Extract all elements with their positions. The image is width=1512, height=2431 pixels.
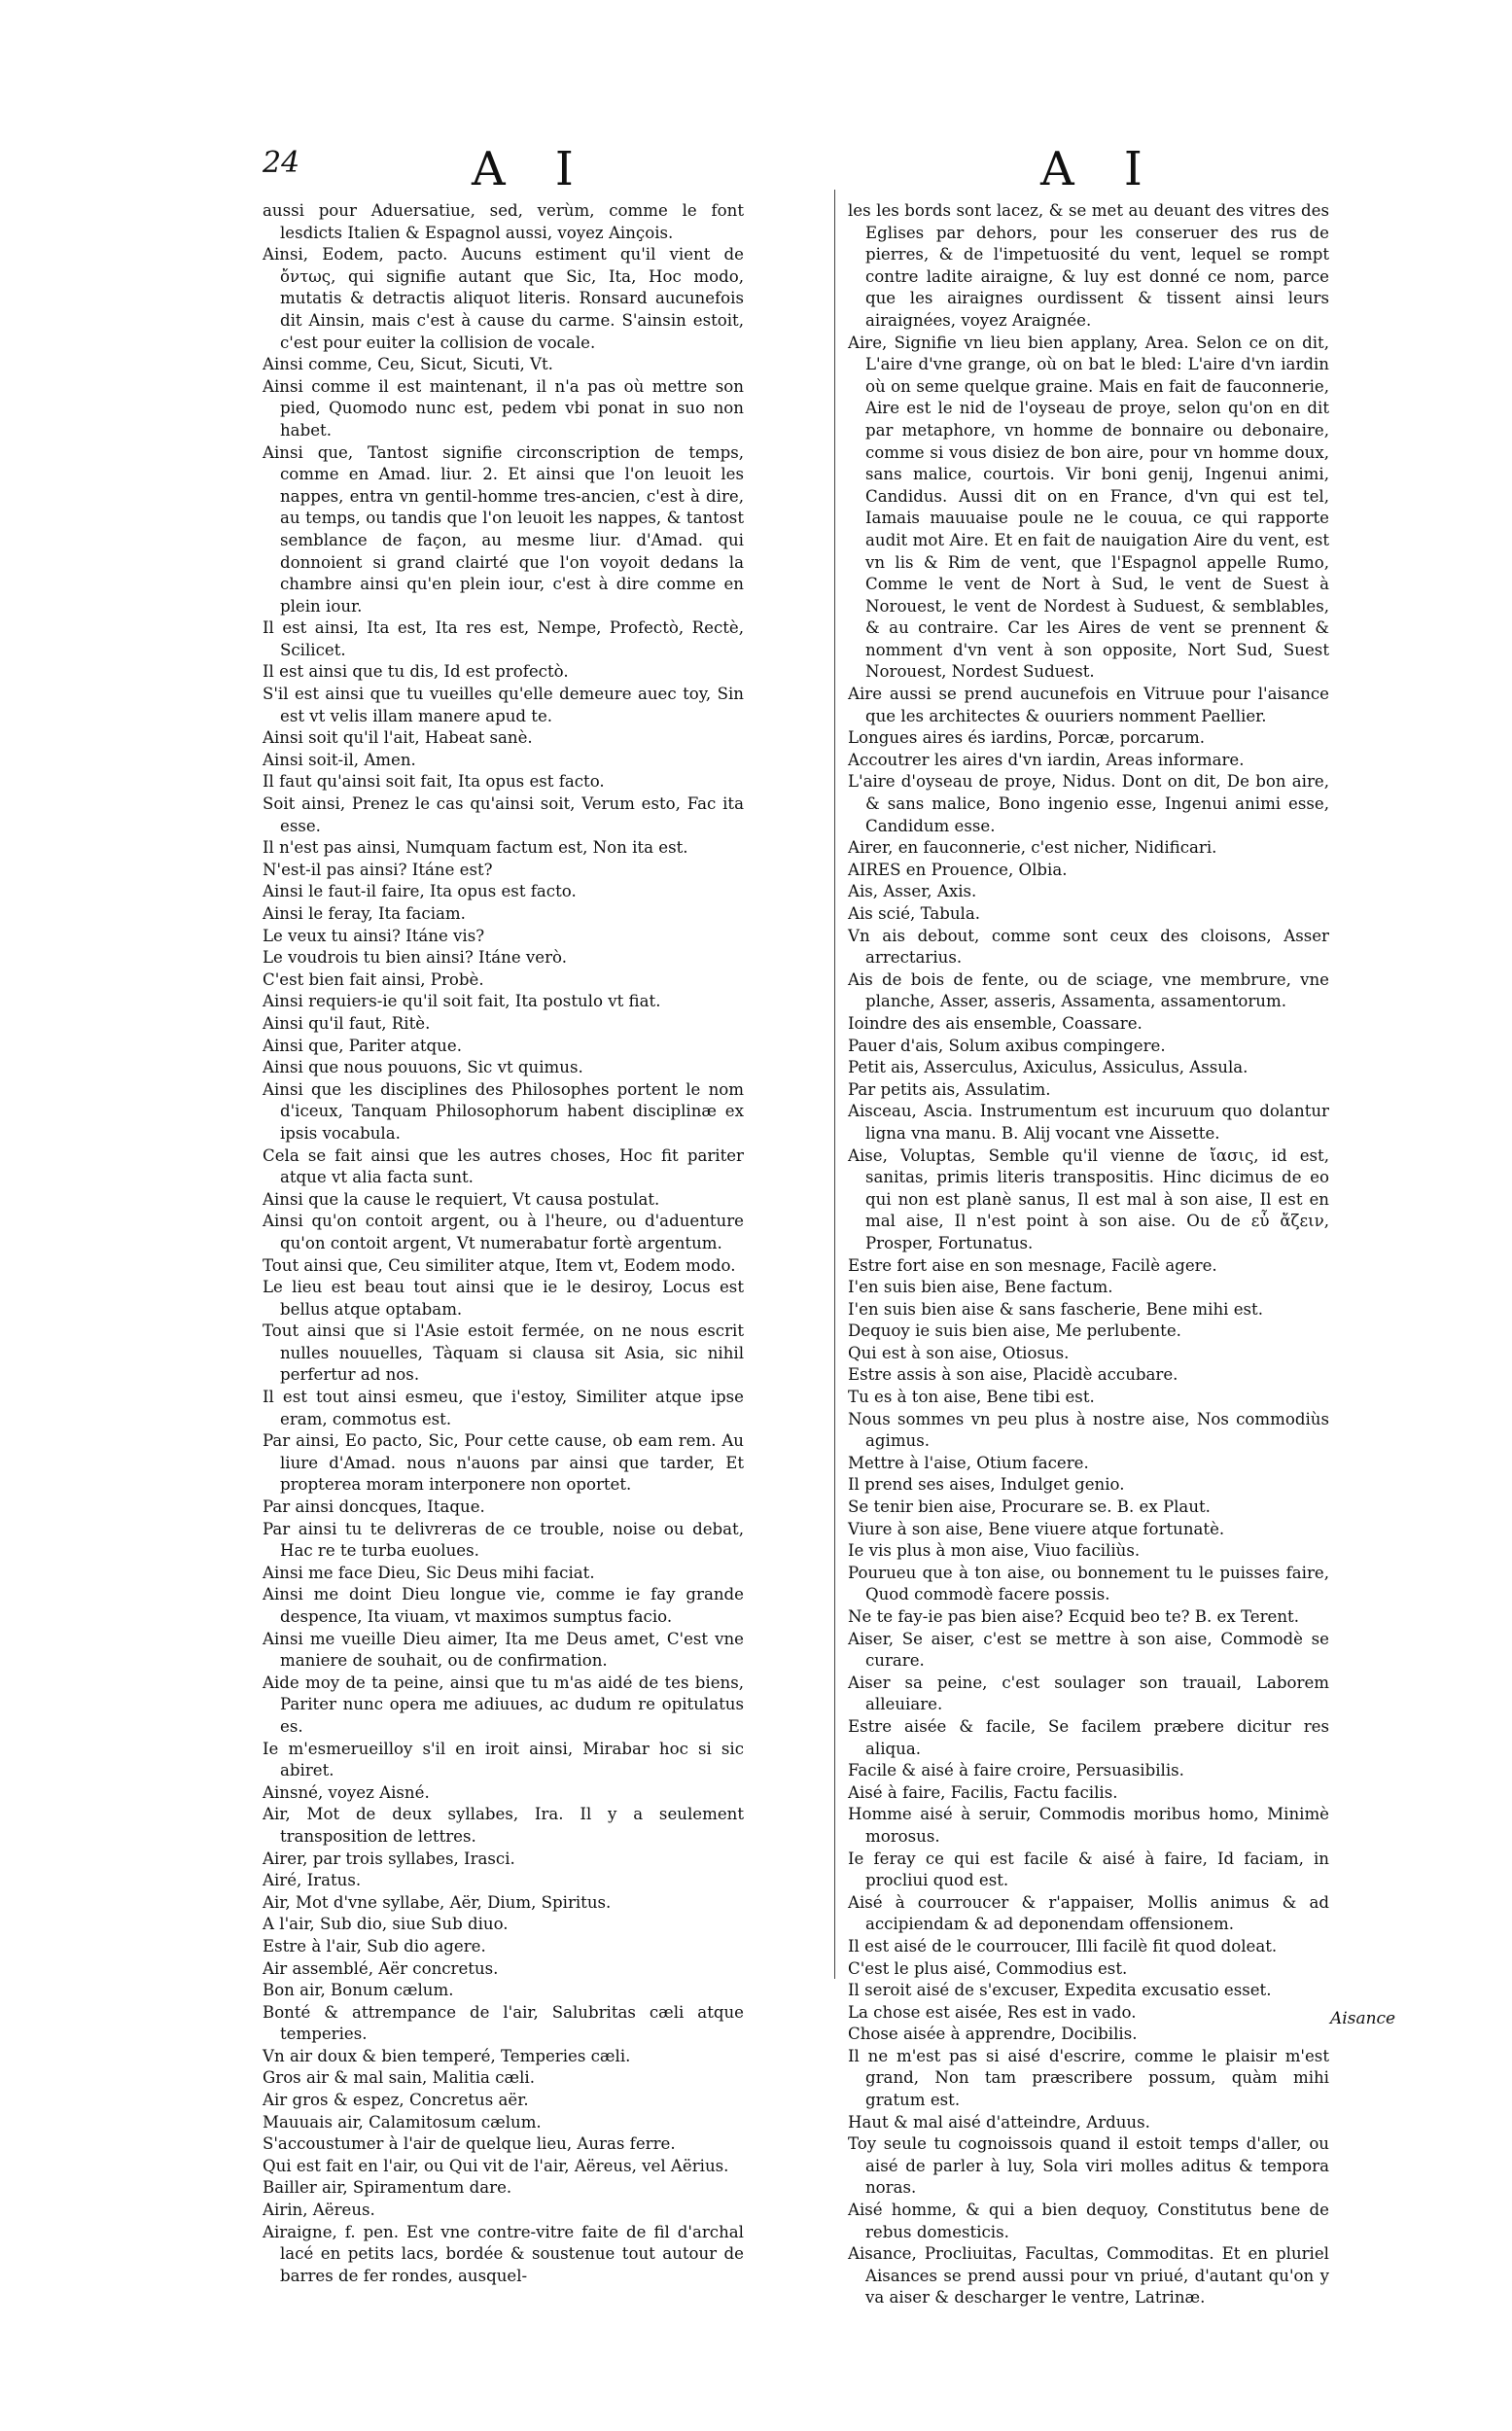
dictionary-entry: Airin, Aëreus.	[263, 2201, 375, 2220]
dictionary-entry: Ainsi que la cause le requiert, Vt causa postulat.	[263, 1189, 660, 1209]
dictionary-entry: La chose est aisée, Res est in vado.	[848, 2002, 1137, 2022]
dictionary-entry: Ioindre des ais ensemble, Coassare.	[848, 1013, 1143, 1033]
dictionary-entry: Il est aisé de le courroucer, Illi facilè fit quod doleat.	[848, 1936, 1278, 1955]
dictionary-entry: aussi pour Aduersatiue, sed, verùm, comme le font lesdicts Italien & Espagnol aussi, voyez Ainçois.	[263, 201, 744, 242]
dictionary-entry: Par petits ais, Assulatim.	[848, 1079, 1051, 1099]
dictionary-entry: Ainsné, voyez Aisné.	[263, 1782, 430, 1802]
dictionary-entry: Il faut qu'ainsi soit fait, Ita opus est facto.	[263, 772, 605, 792]
dictionary-entry: Petit ais, Asserculus, Axiculus, Assiculus, Assula.	[848, 1058, 1248, 1077]
running-head-left: A I	[472, 142, 591, 196]
dictionary-entry: Il est ainsi que tu dis, Id est profectò.	[263, 662, 569, 682]
dictionary-entry: Bon air, Bonum cælum.	[263, 1981, 454, 2000]
dictionary-entry: Ainsi soit-il, Amen.	[263, 750, 416, 769]
running-header	[263, 142, 1259, 204]
dictionary-entry: S'accoustumer à l'air de quelque lieu, Auras ferre.	[263, 2134, 676, 2154]
dictionary-entry: Gros air & mal sain, Malitia cæli.	[263, 2068, 536, 2088]
dictionary-entry: Ie m'esmerueilloy s'il en iroit ainsi, Mirabar hoc si sic abiret.	[263, 1739, 744, 1780]
dictionary-entry: Aisance, Procliuitas, Facultas, Commoditas. Et en pluriel Aisances se prend aussi pour vn priué, d'autant qu'on y va aiser & descharger le ventre, Latrinæ.	[848, 2244, 1329, 2308]
dictionary-entry: Le voudrois tu bien ainsi? Itáne verò.	[263, 948, 568, 968]
dictionary-entry: Ainsi que nous pouuons, Sic vt quimus.	[263, 1058, 583, 1077]
dictionary-entry: Dequoy ie suis bien aise, Me perlubente.	[848, 1321, 1181, 1341]
dictionary-entry: Pauer d'ais, Solum axibus compingere.	[848, 1036, 1166, 1055]
dictionary-entry: Ne te fay-ie pas bien aise? Ecquid beo te? B. ex Terent.	[848, 1607, 1299, 1626]
dictionary-entry: Accoutrer les aires d'vn iardin, Areas informare.	[848, 750, 1245, 769]
dictionary-entry: Ainsi qu'il faut, Ritè.	[263, 1013, 431, 1033]
dictionary-entry: Estre à l'air, Sub dio agere.	[263, 1936, 486, 1955]
dictionary-entry: Ainsi soit qu'il l'ait, Habeat sanè.	[263, 728, 533, 748]
dictionary-entry: Airaigne, f. pen. Est vne contre-vitre faite de fil d'archal lacé en petits lacs, bordée & soustenue tout autour de barres de fer rondes, ausquel-	[263, 2222, 744, 2285]
dictionary-entry: Ainsi comme, Ceu, Sicut, Sicuti, Vt.	[263, 355, 553, 374]
dictionary-entry: Mettre à l'aise, Otium facere.	[848, 1453, 1089, 1472]
dictionary-entry: Airer, en fauconnerie, c'est nicher, Nidificari.	[848, 838, 1217, 858]
dictionary-entry: Soit ainsi, Prenez le cas qu'ainsi soit, Verum esto, Fac ita esse.	[263, 794, 744, 835]
dictionary-entry: Il seroit aisé de s'excuser, Expedita excusatio esset.	[848, 1981, 1272, 2000]
dictionary-entry: Il est tout ainsi esmeu, que i'estoy, Similiter atque ipse eram, commotus est.	[263, 1388, 744, 1428]
dictionary-entry: I'en suis bien aise & sans fascherie, Bene mihi est.	[848, 1299, 1263, 1319]
dictionary-entry: Air gros & espez, Concretus aër.	[263, 2091, 529, 2110]
dictionary-entry: Ais scié, Tabula.	[848, 904, 981, 923]
dictionary-entry: Aisé à faire, Facilis, Factu facilis.	[848, 1782, 1118, 1802]
dictionary-entry: Il est ainsi, Ita est, Ita res est, Nempe, Profectò, Rectè, Scilicet.	[263, 618, 744, 659]
dictionary-entry: les les bords sont lacez, & se met au deuant des vitres des Eglises par dehors, pour les conseruer des rus de pierres, & de l'impetuosité du vent, lequel se rompt contre ladite airaigne, & luy est donné ce nom, parce que les airaignes ourdissent & tissent ainsi leurs airaignées, voyez Araignée.	[848, 201, 1329, 330]
dictionary-entry: Air assemblé, Aër concretus.	[263, 1958, 499, 1978]
dictionary-entry: C'est bien fait ainsi, Probè.	[263, 969, 484, 989]
dictionary-entry: Facile & aisé à faire croire, Persuasibilis.	[848, 1761, 1184, 1780]
dictionary-entry: Ainsi le feray, Ita faciam.	[263, 904, 466, 923]
dictionary-entry: Aisceau, Ascia. Instrumentum est incuruum quo dolantur ligna vna manu. B. Alij vocant vne Aissette.	[848, 1102, 1329, 1143]
dictionary-entry: Longues aires és iardins, Porcæ, porcarum.	[848, 728, 1205, 748]
running-head-right: A I	[1040, 142, 1160, 196]
dictionary-entry: Ainsi que les disciplines des Philosophes portent le nom d'iceux, Tanquam Philosophorum habent disciplinæ ex ipsis vocabula.	[263, 1079, 744, 1143]
dictionary-entry: Aiser sa peine, c'est soulager son trauail, Laborem alleuiare.	[848, 1673, 1329, 1714]
dictionary-entry: Ainsi, Eodem, pacto. Aucuns estiment qu'il vient de ὄντως, qui signifie autant que Sic, Ita, Hoc modo, mutatis & detractis aliquot literis. Ronsard aucunefois dit Ainsin, mais c'est à cause du carme. S'ainsin estoit, c'est pour euiter la collision de vocale.	[263, 245, 744, 352]
dictionary-entry: Le lieu est beau tout ainsi que ie le desiroy, Locus est bellus atque optabam.	[263, 1278, 744, 1319]
dictionary-entry: Ainsi que, Tantost signifie circonscription de temps, comme en Amad. liur. 2. Et ainsi que l'on leuoit les nappes, entra vn gentil-homme tres-ancien, c'est à dire, au temps, ou tandis que l'on leuoit les nappes, & tantost semblance de façon, au mesme liur. d'Amad. qui donnoient si grand clairté que l'on voyoit dedans la chambre ainsi qu'en plein iour, c'est à dire comme en plein iour.	[263, 442, 744, 616]
dictionary-entry: Aise, Voluptas, Semble qu'il vienne de ἴασις, id est, sanitas, primis literis transpositis. Hinc dicimus de eo qui non est planè sanus, Il est mal à son aise, Il est en mal aise, Il n'est point à son aise. Ou de εὖ ἄζειν, Prosper, Fortunatus.	[848, 1145, 1329, 1252]
dictionary-entry: Qui est fait en l'air, ou Qui vit de l'air, Aëreus, vel Aërius.	[263, 2156, 729, 2175]
dictionary-entry: Aisé homme, & qui a bien dequoy, Constitutus bene de rebus domesticis.	[848, 2201, 1329, 2241]
dictionary-entry: Mauuais air, Calamitosum cælum.	[263, 2112, 542, 2132]
dictionary-entry: Qui est à son aise, Otiosus.	[848, 1343, 1070, 1362]
dictionary-entry: Airé, Iratus.	[263, 1871, 362, 1890]
dictionary-entry: Haut & mal aisé d'atteindre, Arduus.	[848, 2112, 1150, 2132]
column-divider	[834, 190, 835, 1979]
dictionary-entry: Estre fort aise en son mesnage, Facilè agere.	[848, 1255, 1217, 1275]
dictionary-entry: Ainsi qu'on contoit argent, ou à l'heure, ou d'aduenture qu'on contoit argent, Vt numerabatur fortè argentum.	[263, 1212, 744, 1252]
dictionary-entry: Bonté & attrempance de l'air, Salubritas cæli atque temperies.	[263, 2002, 744, 2044]
dictionary-entry: Aide moy de ta peine, ainsi que tu m'as aidé de tes biens, Pariter nunc opera me adiuues, ac dudum re opitulatus es.	[263, 1673, 744, 1736]
dictionary-entry: Air, Mot d'vne syllabe, Aër, Dium, Spiritus.	[263, 1892, 612, 1912]
dictionary-entry: Aire, Signifie vn lieu bien applany, Area. Selon ce on dit, L'aire d'vne grange, où on bat le bled: L'aire d'vn iardin où on seme quelque graine. Mais en fait de fauconnerie, Aire est le nid de l'oyseau de proye, selon qu'on en dit par metaphore, vn homme de bonnaire ou debonaire, comme si vous disiez de bon aire, pour vn homme doux, sans malice, courtois. Vir boni genij, Ingenui animi, Candidus. Aussi dit on en France, d'vn qui est tel, Iamais mauuaise poule ne le couua, ce qui rapporte audit mot Aire. Et en fait de nauigation Aire du vent, est vn lis & Rim de vent, que l'Espagnol appelle Rumo, Comme le vent de Nort à Sud, le vent de Suest à Norouest, le vent de Nordest à Suduest, & semblables, & au contraire. Car les Aires de vent se prennent & nomment d'vn vent à son opposite, Nort Sud, Suest Norouest, Nordest Suduest.	[848, 333, 1329, 682]
dictionary-entry: Le veux tu ainsi? Itáne vis?	[263, 926, 485, 945]
dictionary-entry: Ie feray ce qui est facile & aisé à faire, Id faciam, in procliui quod est.	[848, 1849, 1329, 1890]
dictionary-entry: Ais de bois de fente, ou de sciage, vne membrure, vne planche, Asser, asseris, Assamenta, assamentorum.	[848, 969, 1329, 1011]
catchword: Aisance	[1330, 2009, 1396, 2028]
dictionary-entry: Tout ainsi que si l'Asie estoit fermée, on ne nous escrit nulles nouuelles, Tàquam si clausa sit Asia, sic nihil perfertur ad nos.	[263, 1321, 744, 1385]
dictionary-entry: I'en suis bien aise, Bene factum.	[848, 1278, 1113, 1297]
dictionary-entry: Tu es à ton aise, Bene tibi est.	[848, 1388, 1095, 1407]
dictionary-entry: C'est le plus aisé, Commodius est.	[848, 1958, 1128, 1978]
dictionary-entry: Bailler air, Spiramentum dare.	[263, 2178, 512, 2198]
dictionary-entry: Par ainsi doncques, Itaque.	[263, 1497, 485, 1517]
dictionary-entry: Aisé à courroucer & r'appaiser, Mollis animus & ad accipiendam & ad deponendam offensionem.	[848, 1892, 1329, 1934]
dictionary-entry: Ainsi me doint Dieu longue vie, comme ie fay grande despence, Ita viuam, vt maximos sumptus facio.	[263, 1585, 744, 1626]
dictionary-entry: Se tenir bien aise, Procurare se. B. ex Plaut.	[848, 1497, 1211, 1517]
page-number: 24	[263, 146, 300, 180]
right-column	[848, 200, 1329, 2309]
dictionary-entry: Aiser, Se aiser, c'est se mettre à son aise, Commodè se curare.	[848, 1629, 1329, 1671]
dictionary-entry: Viure à son aise, Bene viuere atque fortunatè.	[848, 1519, 1225, 1538]
dictionary-entry: Toy seule tu cognoissois quand il estoit temps d'aller, ou aisé de parler à luy, Sola viri molles aditus & tempora noras.	[848, 2134, 1329, 2198]
dictionary-entry: Homme aisé à seruir, Commodis moribus homo, Minimè morosus.	[848, 1805, 1329, 1846]
dictionary-entry: Ais, Asser, Axis.	[848, 882, 977, 901]
dictionary-entry: Il ne m'est pas si aisé d'escrire, comme le plaisir m'est grand, Non tam præscribere possum, quàm mihi gratum est.	[848, 2046, 1329, 2110]
dictionary-entry: Pourueu que à ton aise, ou bonnement tu le puisses faire, Quod commodè facere possis.	[848, 1563, 1329, 1604]
dictionary-entry: S'il est ainsi que tu vueilles qu'elle demeure auec toy, Sin est vt velis illam manere apud te.	[263, 685, 744, 725]
dictionary-entry: Vn ais debout, comme sont ceux des cloisons, Asser arrectarius.	[848, 926, 1329, 968]
dictionary-entry: Il n'est pas ainsi, Numquam factum est, Non ita est.	[263, 838, 688, 858]
dictionary-entry: Par ainsi, Eo pacto, Sic, Pour cette cause, ob eam rem. Au liure d'Amad. nous n'auons par ainsi que tarder, Et propterea moram interponere non oportet.	[263, 1431, 744, 1495]
dictionary-entry: Estre aisée & facile, Se facilem præbere dicitur res aliqua.	[848, 1716, 1329, 1758]
dictionary-entry: Airer, par trois syllabes, Irasci.	[263, 1849, 515, 1868]
dictionary-entry: Tout ainsi que, Ceu similiter atque, Item vt, Eodem modo.	[263, 1255, 736, 1275]
dictionary-entry: Cela se fait ainsi que les autres choses, Hoc fit pariter atque vt alia facta sunt.	[263, 1145, 744, 1187]
dictionary-entry: Par ainsi tu te delivreras de ce trouble, noise ou debat, Hac re te turba euolues.	[263, 1519, 744, 1561]
dictionary-entry: Aire aussi se prend aucunefois en Vitruue pour l'aisance que les architectes & ouuriers nomment Paellier.	[848, 685, 1329, 725]
dictionary-entry: Ainsi me vueille Dieu aimer, Ita me Deus amet, C'est vne maniere de souhait, ou de confirmation.	[263, 1629, 744, 1671]
dictionary-entry: Nous sommes vn peu plus à nostre aise, Nos commodiùs agimus.	[848, 1409, 1329, 1451]
dictionary-entry: Il prend ses aises, Indulget genio.	[848, 1475, 1125, 1495]
dictionary-entry: Air, Mot de deux syllabes, Ira. Il y a seulement transposition de lettres.	[263, 1805, 744, 1846]
dictionary-entry: N'est-il pas ainsi? Itáne est?	[263, 860, 493, 879]
dictionary-entry: Ainsi comme il est maintenant, il n'a pas où mettre son pied, Quomodo nunc est, pedem vbi ponat in suo non habet.	[263, 376, 744, 440]
dictionary-entry: Ie vis plus à mon aise, Viuo faciliùs.	[848, 1541, 1141, 1561]
dictionary-entry: Chose aisée à apprendre, Docibilis.	[848, 2025, 1138, 2044]
dictionary-entry: Estre assis à son aise, Placidè accubare.	[848, 1365, 1178, 1385]
dictionary-entry: A l'air, Sub dio, siue Sub diuo.	[263, 1915, 509, 1934]
dictionary-entry: AIRES en Prouence, Olbia.	[848, 860, 1068, 879]
dictionary-entry: Vn air doux & bien temperé, Temperies cæli.	[263, 2046, 631, 2065]
dictionary-entry: L'aire d'oyseau de proye, Nidus. Dont on dit, De bon aire, & sans malice, Bono ingenio esse, Ingenui animi esse, Candidum esse.	[848, 772, 1329, 835]
left-column	[263, 200, 744, 2287]
dictionary-entry: Ainsi requiers-ie qu'il soit fait, Ita postulo vt fiat.	[263, 992, 661, 1011]
dictionary-entry: Ainsi le faut-il faire, Ita opus est facto.	[263, 882, 577, 901]
dictionary-entry: Ainsi que, Pariter atque.	[263, 1036, 462, 1055]
dictionary-entry: Ainsi me face Dieu, Sic Deus mihi faciat.	[263, 1563, 595, 1582]
